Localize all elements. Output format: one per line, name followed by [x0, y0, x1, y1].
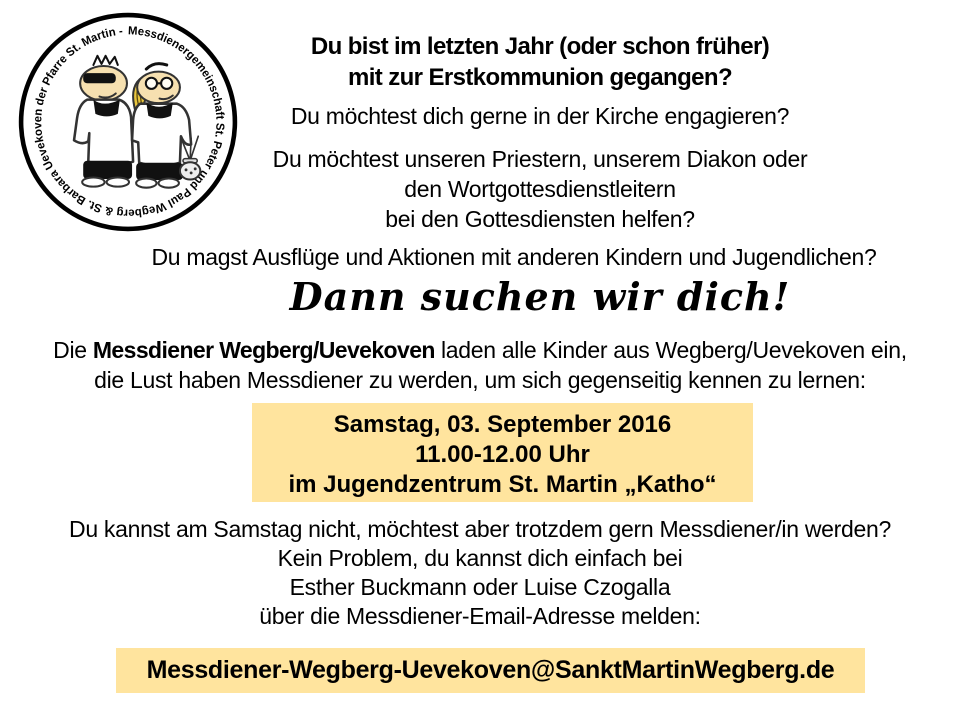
left-server-shoe [107, 177, 129, 186]
question-ausfluege: Du magst Ausflüge und Aktionen mit anderen Kindern und Jugendlichen? [151, 244, 877, 270]
event-location: im Jugendzentrum St. Martin „Katho“ [288, 471, 717, 498]
alternative-line1: Du kannst am Samstag nicht, möchtest aber trotzdem gern Messdiener/in werden? [69, 516, 891, 542]
headline-dann-suchen-wir-dich: Dann suchen wir dich! [289, 274, 791, 319]
left-server-sunglasses [83, 73, 116, 83]
alternative-line3: Esther Buckmann oder Luise Czogalla [289, 574, 671, 600]
censer-hole [185, 168, 188, 171]
question-erstkommunion-line1: Du bist im letzten Jahr (oder schon früher) [310, 33, 770, 60]
right-server-shoe [136, 179, 156, 188]
right-server-shoe [159, 179, 179, 188]
invitation-line1 [10, 335, 950, 365]
right-server-head [137, 72, 180, 104]
left-server-cassock [83, 161, 132, 179]
right-server-glasses-left-lens [146, 78, 157, 89]
invitation-paragraph [10, 335, 950, 395]
question-engagieren: Du möchtest dich gerne in der Kirche engagieren? [290, 103, 790, 129]
question-erstkommunion-line2: mit zur Erstkommunion gegangen? [347, 64, 733, 91]
question-helfen-line1: Du möchtest unseren Priestern, unserem Diakon oder [272, 146, 808, 172]
email-highlight-box [116, 648, 865, 693]
alternative-line2: Kein Problem, du kannst dich einfach bei [277, 545, 683, 571]
alternative-paragraph [10, 515, 950, 631]
contact-email: Messdiener-Wegberg-Uevekoven@SanktMartinWegberg.de [146, 656, 835, 684]
invitation-line1-bold: Messdiener Wegberg/Uevekoven [92, 337, 435, 363]
censer-hole [190, 171, 193, 174]
question-helfen-line3: bei den Gottesdiensten helfen? [385, 206, 695, 232]
invitation-line1-suffix: laden alle Kinder aus Wegberg/Uevekoven ein, [434, 337, 907, 363]
censer-pot [180, 162, 200, 179]
censer-hole [194, 167, 197, 170]
question-erstkommunion [245, 31, 835, 93]
logo-ring-text: Messdienergemeinschaft St. Peter und Paul Wegberg & St. Barbara Uevekoven der Pfarre St. Martin - [31, 24, 227, 220]
left-server-shoe [82, 177, 104, 186]
right-server-cassock [136, 163, 183, 180]
alternative-line4: über die Messdiener-Email-Adresse melden: [259, 603, 701, 629]
event-time: 11.00-12.00 Uhr [415, 441, 590, 468]
event-highlight-box [252, 403, 753, 502]
right-server-glasses-right-lens [161, 78, 172, 89]
event-date: Samstag, 03. September 2016 [333, 411, 672, 438]
invitation-line2: die Lust haben Messdiener zu werden, um sich gegenseitig kennen zu lernen: [94, 367, 866, 393]
question-helfen-line2: den Wortgottesdienstleitern [404, 176, 676, 202]
question-helfen [200, 144, 880, 234]
invitation-line1-prefix: Die [53, 337, 93, 363]
